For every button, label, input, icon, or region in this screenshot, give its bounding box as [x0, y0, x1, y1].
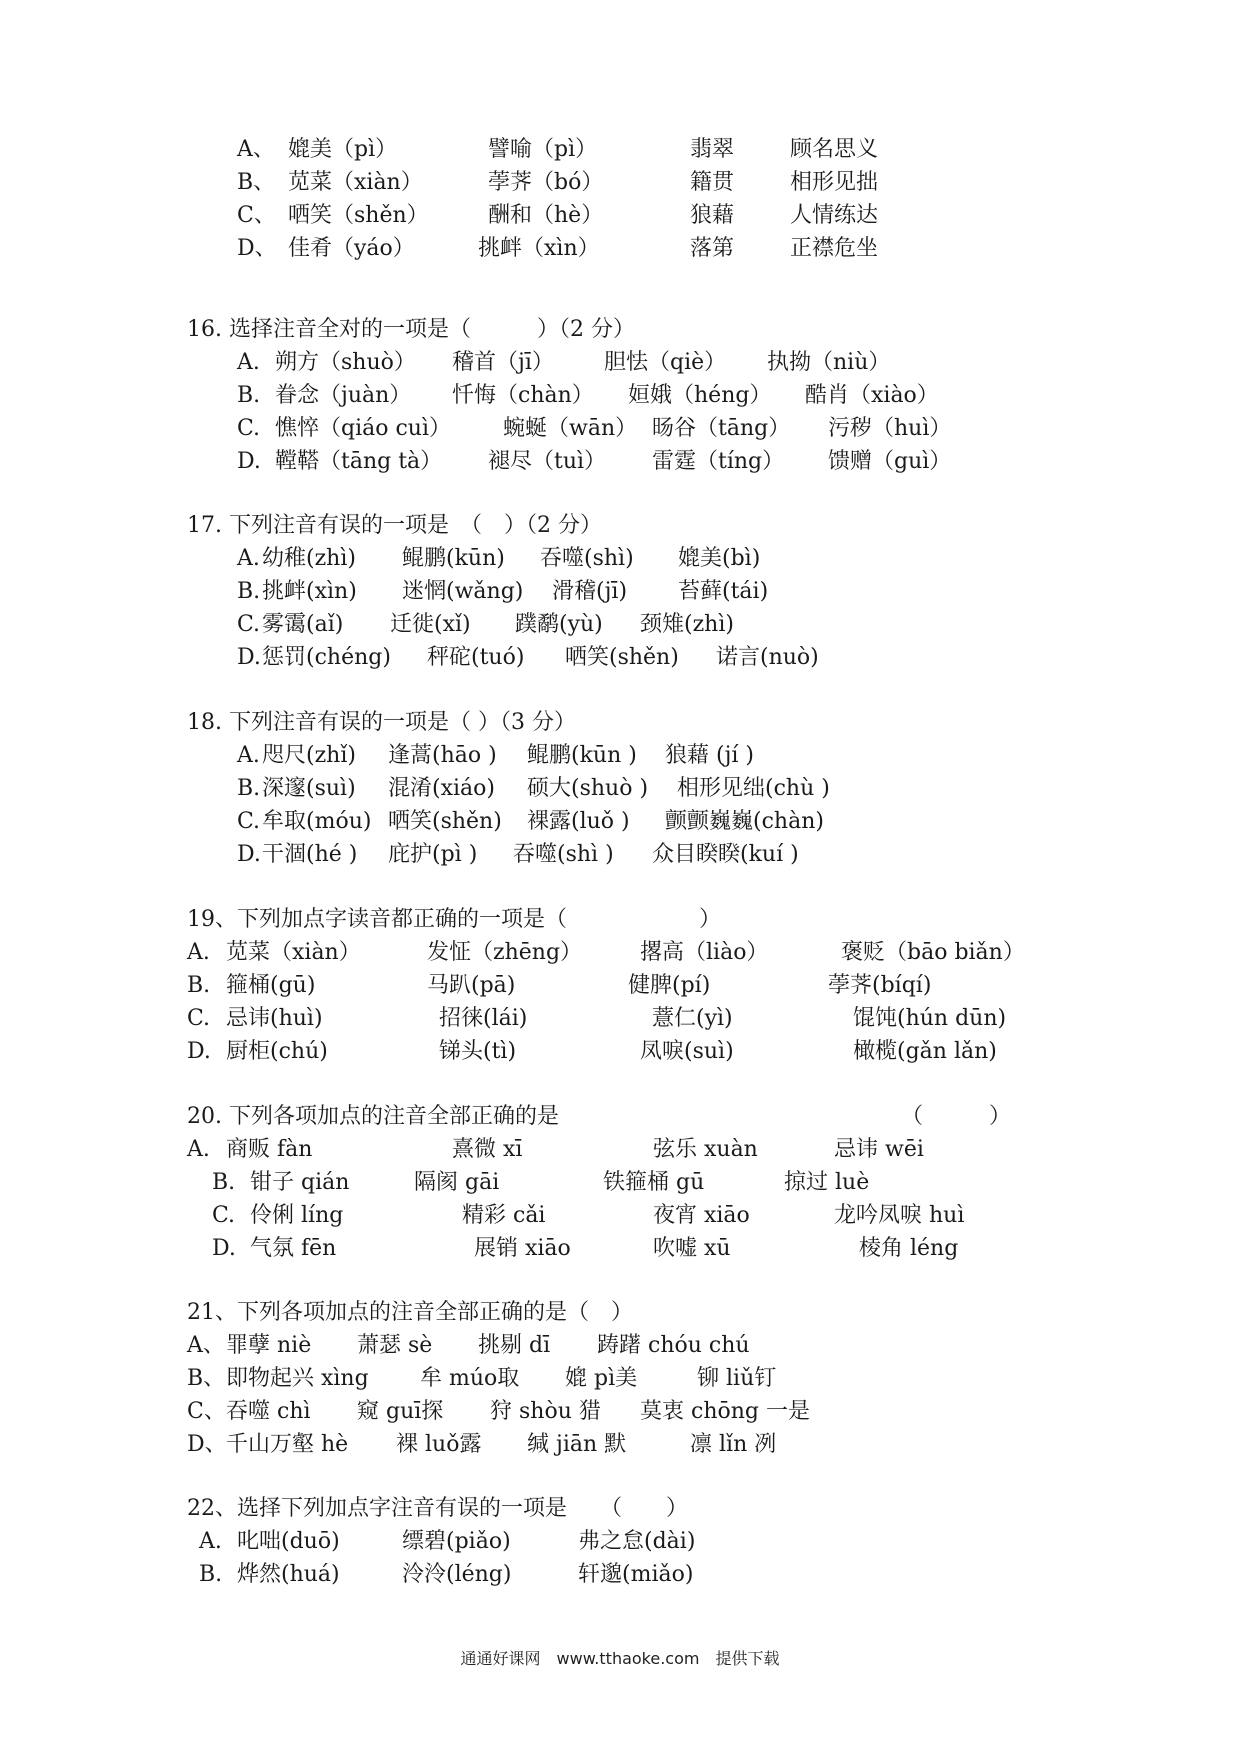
option-item: 狼藉 — [690, 203, 735, 228]
option-label: C. — [237, 612, 261, 637]
option-item: 憔悴（qiáo cuì） — [275, 416, 452, 441]
option-item: 挑衅（xìn） — [478, 236, 600, 261]
option-item: 深邃(suì) — [262, 776, 356, 801]
option-item: 逢蒿(hāo ) — [388, 743, 497, 768]
option-item: 马趴(pā) — [427, 973, 516, 998]
option-item: 哂笑(shěn) — [565, 645, 679, 670]
option-item: 弦乐 xuàn — [653, 1137, 758, 1162]
option-label: D. — [212, 1236, 236, 1261]
option-item: 媲美（pì） — [288, 137, 398, 162]
option-item: 颈雉(zhì) — [640, 612, 734, 637]
option-item: 商贩 fàn — [226, 1137, 313, 1162]
option-label: A. — [187, 940, 210, 965]
option-item: 棱角 léng — [859, 1236, 959, 1261]
option-label: B. — [199, 1562, 223, 1587]
option-label: D. — [237, 842, 261, 867]
option-label: C、 — [237, 203, 276, 228]
option-label: B. — [212, 1170, 236, 1195]
option-item: 苋菜（xiàn） — [226, 940, 361, 965]
option-item: 雷霆（tíng） — [652, 449, 785, 474]
option-label: C. — [212, 1203, 236, 1228]
option-label: D、 — [237, 236, 277, 261]
option-item: 稽首（jī） — [452, 350, 554, 375]
option-item: 窥 guī探 — [357, 1399, 444, 1424]
option-item: 哂笑(shěn) — [388, 809, 502, 834]
option-item: 隔阂 gāi — [414, 1170, 500, 1195]
option-item: 莫衷 chōng 一是 — [640, 1399, 810, 1424]
option-label: B、 — [237, 170, 276, 195]
option-item: 狩 shòu 猎 — [490, 1399, 601, 1424]
option-item: 忌讳(huì) — [226, 1006, 323, 1031]
option-label: B. — [187, 973, 211, 998]
option-item: 籍贯 — [690, 170, 735, 195]
option-item: 干涸(hé ) — [262, 842, 358, 867]
option-item: 执拗（niù） — [767, 350, 891, 375]
option-label: A. — [199, 1529, 222, 1554]
option-item: 招徕(lái) — [439, 1006, 528, 1031]
option-item: 正襟危坐 — [790, 236, 879, 261]
option-item: 褒贬（bāo biǎn） — [841, 940, 1025, 965]
option-item: 忏悔（chàn） — [452, 383, 594, 408]
option-item: 旸谷（tāng） — [652, 416, 791, 441]
option-item: 锑头(tì) — [439, 1039, 517, 1064]
option-label: A、 — [237, 137, 275, 162]
option-item: 鞺鞳（tāng tà） — [275, 449, 443, 474]
option-item: 挑衅(xìn) — [262, 579, 357, 604]
option-item: 荸荠（bó） — [488, 170, 604, 195]
option-item: 鲲鹏(kūn) — [402, 546, 505, 571]
option-item: 薏仁(yì) — [652, 1006, 733, 1031]
question-title: 22、选择下列加点字注音有误的一项是 （ ） — [187, 1496, 688, 1521]
option-item: 萧瑟 sè — [357, 1333, 433, 1358]
option-item: 厨柜(chú) — [226, 1039, 328, 1064]
option-label: A. — [237, 546, 260, 571]
option-item: 咫尺(zhǐ) — [262, 743, 356, 768]
option-item: 吞噬(shì) — [540, 546, 634, 571]
option-item: 夜宵 xiāo — [653, 1203, 750, 1228]
question-title: 17. 下列注音有误的一项是 （ ）（2 分） — [187, 513, 602, 538]
option-item: 气氛 fēn — [250, 1236, 337, 1261]
option-item: 挑剔 dī — [478, 1333, 551, 1358]
option-item: 胆怯（qiè） — [604, 350, 727, 375]
option-label: C. — [237, 416, 261, 441]
option-item: 掠过 luè — [784, 1170, 870, 1195]
option-item: 牟取(móu) — [262, 809, 372, 834]
option-item: 朔方（shuò） — [275, 350, 416, 375]
question-title: 19、下列加点字读音都正确的一项是（ ） — [187, 907, 721, 932]
option-item: 惩罚(chéng) — [262, 645, 391, 670]
option-item: 迁徙(xǐ) — [390, 612, 471, 637]
option-item: 展销 xiāo — [474, 1236, 571, 1261]
option-item: 滑稽(jī) — [552, 579, 628, 604]
option-item: 颤颤巍巍(chàn) — [665, 809, 824, 834]
option-item: 钳子 qián — [250, 1170, 350, 1195]
option-item: 馈赠（guì） — [828, 449, 952, 474]
option-label: D. — [237, 645, 261, 670]
option-label: B. — [237, 579, 261, 604]
option-item: 佳肴（yáo） — [288, 236, 415, 261]
option-item: 吹嘘 xū — [653, 1236, 731, 1261]
option-item: 眷念（juàn） — [275, 383, 412, 408]
option-item: 叱咄(duō) — [237, 1529, 340, 1554]
option-item: 人情练达 — [790, 203, 879, 228]
option-item: 健脾(pí) — [628, 973, 711, 998]
option-item: 忌讳 wēi — [834, 1137, 924, 1162]
option-item: 顾名思义 — [790, 137, 879, 162]
option-label: D. — [237, 449, 261, 474]
option-label: C. — [187, 1006, 211, 1031]
option-item: 媲美(bì) — [678, 546, 761, 571]
option-item: 污秽（huì） — [828, 416, 952, 441]
option-item: 酬和（hè） — [488, 203, 604, 228]
option-item: 牟 múo取 — [420, 1366, 520, 1391]
footer-text: 通通好课网 www.tthaoke.com 提供下载 — [460, 1649, 780, 1668]
option-item: 狼藉 (jí ) — [665, 743, 755, 768]
option-item: 混淆(xiáo) — [388, 776, 495, 801]
option-label: C、 — [187, 1399, 226, 1424]
option-item: 苔藓(tái) — [678, 579, 769, 604]
question-title: 18. 下列注音有误的一项是（ ）（3 分） — [187, 710, 576, 735]
option-item: 凤唳(suì) — [640, 1039, 734, 1064]
option-item: 箍桶(gū) — [226, 973, 316, 998]
option-item: 轩邈(miǎo) — [578, 1562, 694, 1587]
option-item: 罪孽 niè — [226, 1333, 312, 1358]
option-item: 翡翠 — [690, 137, 735, 162]
question-title: 16. 选择注音全对的一项是（ ）（2 分） — [187, 317, 635, 342]
option-item: 蹼鹬(yù) — [515, 612, 603, 637]
option-item: 伶俐 líng — [250, 1203, 344, 1228]
question-title: 21、下列各项加点的注音全部正确的是（ ） — [187, 1300, 633, 1325]
option-label: A、 — [187, 1333, 225, 1358]
option-label: B、 — [187, 1366, 226, 1391]
option-item: 撂高（liào） — [640, 940, 769, 965]
option-item: 弗之怠(dài) — [578, 1529, 696, 1554]
option-item: 相形见拙 — [790, 170, 879, 195]
option-item: 蜿蜒（wān） — [503, 416, 638, 441]
option-item: 龙吟凤唳 huì — [834, 1203, 965, 1228]
question-title: 20. 下列各项加点的注音全部正确的是 — [187, 1104, 559, 1129]
option-item: 缄 jiān 默 — [527, 1432, 627, 1457]
option-item: 酷肖（xiào） — [805, 383, 939, 408]
option-item: 褪尽（tuì） — [488, 449, 607, 474]
option-item: 踌躇 chóu chú — [597, 1333, 750, 1358]
option-item: 迷惘(wǎng) — [402, 579, 524, 604]
option-item: 幼稚(zhì) — [262, 546, 356, 571]
option-item: 发怔（zhēng） — [427, 940, 583, 965]
option-item: 精彩 cǎi — [462, 1203, 546, 1228]
option-label: D、 — [187, 1432, 227, 1457]
option-item: 泠泠(léng) — [402, 1562, 512, 1587]
option-label: B. — [237, 776, 261, 801]
option-item: 硕大(shuò ) — [527, 776, 649, 801]
option-item: 诺言(nuò) — [716, 645, 819, 670]
option-item: 雾霭(aǐ) — [262, 612, 344, 637]
option-label: D. — [187, 1039, 211, 1064]
option-item: 吞噬 chì — [226, 1399, 311, 1424]
option-item: 哂笑（shěn） — [288, 203, 429, 228]
option-item: 橄榄(gǎn lǎn) — [853, 1039, 997, 1064]
option-item: 荸荠(bíqí) — [828, 973, 932, 998]
option-item: 凛 lǐn 冽 — [690, 1432, 777, 1457]
option-label: A. — [187, 1137, 210, 1162]
option-item: 铆 liǔ钉 — [697, 1366, 777, 1391]
option-item: 千山万壑 hè — [226, 1432, 349, 1457]
option-label: B. — [237, 383, 261, 408]
answer-paren: （ ） — [901, 1104, 1012, 1129]
option-item: 苋菜（xiàn） — [288, 170, 423, 195]
option-item: 缥碧(piǎo) — [402, 1529, 511, 1554]
option-item: 熹微 xī — [452, 1137, 523, 1162]
option-item: 譬喻（pì） — [488, 137, 598, 162]
option-item: 吞噬(shì ) — [513, 842, 614, 867]
option-item: 秤砣(tuó) — [427, 645, 525, 670]
option-item: 馄饨(hún dūn) — [853, 1006, 1007, 1031]
option-item: 裸 luǒ露 — [396, 1432, 482, 1457]
option-item: 鲲鹏(kūn ) — [527, 743, 637, 768]
option-label: A. — [237, 350, 260, 375]
option-item: 铁箍桶 gū — [603, 1170, 705, 1195]
option-item: 庇护(pì ) — [388, 842, 478, 867]
option-item: 媲 pì美 — [565, 1366, 638, 1391]
option-label: C. — [237, 809, 261, 834]
option-item: 相形见绌(chù ) — [677, 776, 830, 801]
option-label: A. — [237, 743, 260, 768]
option-item: 即物起兴 xìng — [226, 1366, 369, 1391]
option-item: 裸露(luǒ ) — [527, 809, 630, 834]
option-item: 落第 — [690, 236, 735, 261]
option-item: 众目睽睽(kuí ) — [652, 842, 799, 867]
option-item: 烨然(huá) — [237, 1562, 340, 1587]
option-item: 姮娥（héng） — [628, 383, 772, 408]
